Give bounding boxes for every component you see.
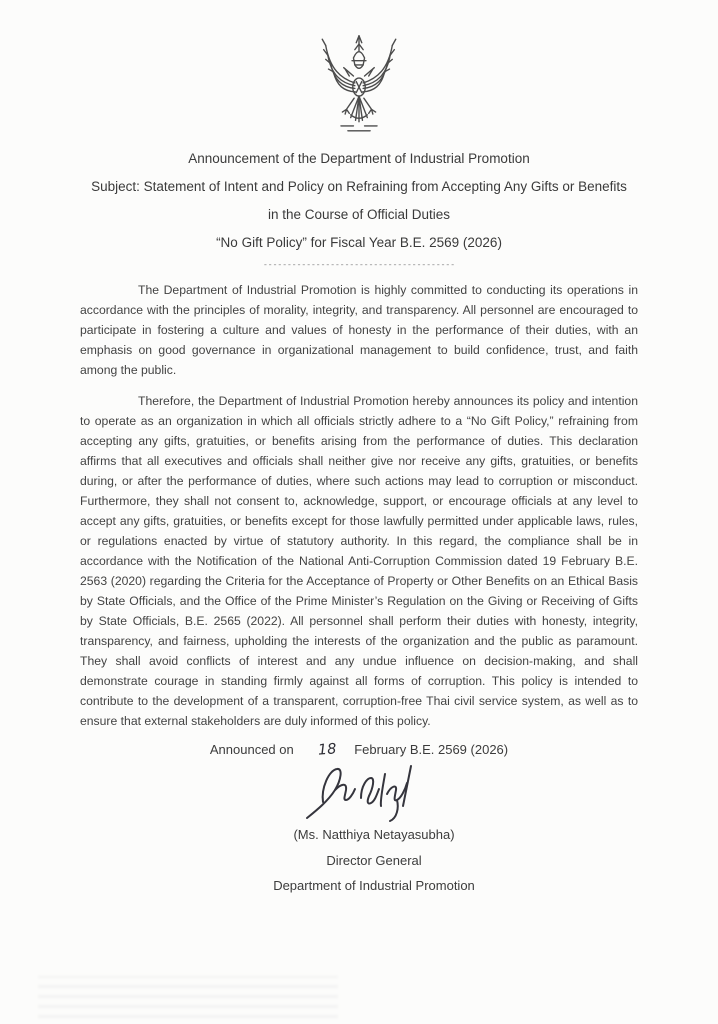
scan-bleedthrough-artifact: [38, 976, 338, 1018]
paragraph-policy: Therefore, the Department of Industrial Promotion hereby announces its policy and intention to operate as an organization in which all officials strictly adhere to a “No Gift Policy,” refraining from accepting any gifts, gratuities, or benefits arising from the performance of duties. This declaration affirms that all executives and officials shall neither give nor receive any gifts, gratuities, or benefits during, or after the performance of duties, where such actions may lead to corruption or misconduct. Furthermore, they shall not consent to, acknowledge, support, or encourage officials at any level to accept any gifts, gratuities, or benefits except for those lawfully permitted under applicable laws, rules, or regulations enacted by virtue of statutory authority. In this regard, the compliance shall be in accordance with the Notification of the National Anti-Corruption Commission dated 19 February B.E. 2563 (2020) regarding the Criteria for the Acceptance of Property or Other Benefits on an Ethical Basis by State Officials, and the Office of the Prime Minister’s Regulation on the Giving or Receiving of Gifts by State Officials, B.E. 2565 (2022). All personnel shall perform their duties with honesty, integrity, transparency, and fairness, upholding the interests of the organization and the public as paramount. They shall avoid conflicts of interest and any undue influence on decision-making, and shall demonstrate courage in standing firmly against all forms of corruption. This policy is intended to contribute to the development of a transparent, corruption-free Thai civil service system, as well as to ensure that external stakeholders are duly informed of this policy.: [80, 394, 638, 728]
signer-name: (Ms. Natthiya Netayasubha): [293, 827, 455, 842]
signer-title: Director General: [326, 852, 422, 868]
subject-line: Subject: Statement of Intent and Policy on Refraining from Accepting Any Gifts or Benefits: [91, 179, 627, 194]
subject-line-continued: in the Course of Official Duties: [267, 207, 451, 222]
document-body: [80, 280, 638, 731]
announcement-title: Announcement of the Department of Industrial Promotion: [188, 151, 530, 166]
document-title-block: [0, 145, 718, 257]
signer-organization: Department of Industrial Promotion: [273, 878, 475, 893]
announcement-date-text: February B.E. 2569 (2026): [354, 742, 509, 757]
dashed-separator: ----------------------------------------: [262, 261, 456, 270]
announcement-date-line: [0, 742, 718, 758]
handwritten-signature-icon: [299, 760, 449, 822]
signature-area: [30, 760, 718, 822]
announced-on-label: Announced on: [209, 742, 294, 757]
handwritten-day: 18: [317, 741, 337, 759]
signer-block: [30, 822, 718, 899]
policy-year-line: “No Gift Policy” for Fiscal Year B.E. 2569 (2026): [216, 235, 502, 250]
paragraph-commitment: The Department of Industrial Promotion is highly committed to conducting its operations in accordance with the principles of morality, integrity, and transparency. All personnel are encouraged to participate in fostering a culture and values of honesty in the performance of their duties, with an emphasis on good governance in organizational management to build confidence, trust, and faith among the public.: [80, 283, 638, 377]
garuda-emblem-icon: [317, 33, 401, 137]
